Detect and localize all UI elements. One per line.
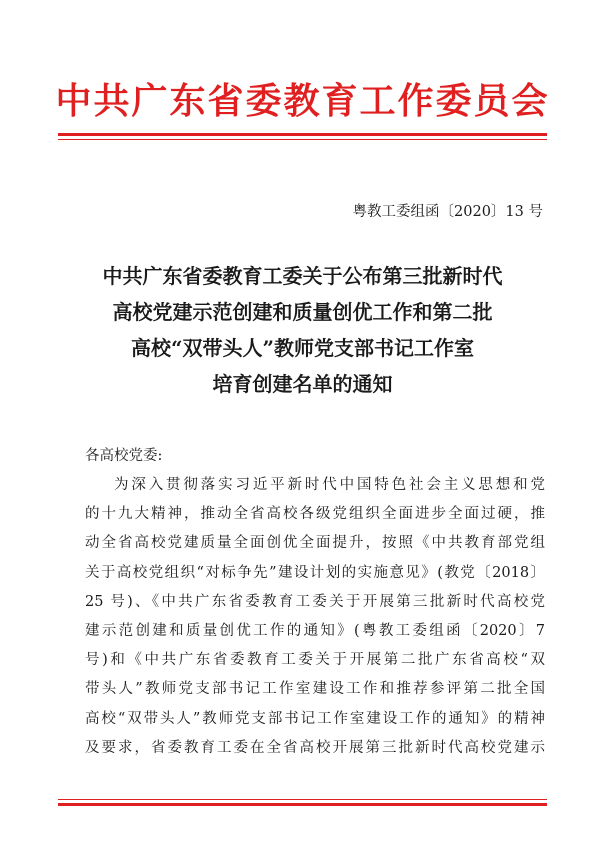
title-line-2: 高校党建示范创建和质量创优工作和第二批 — [112, 300, 493, 324]
body-line: 高校“双带头人”教师党支部书记工作室建设工作的通知》的精神 — [85, 710, 545, 727]
title-line-1: 中共广东省委教育工委关于公布第三批新时代 — [102, 264, 503, 288]
body-paragraph — [85, 471, 545, 763]
body-line: 号)和《中共广东省委教育工委关于开展第二批广东省高校“双 — [85, 652, 545, 669]
body-line: 为深入贯彻落实习近平新时代中国特色社会主义思想和党 — [114, 477, 545, 493]
footer-red-rule-thin — [58, 799, 547, 800]
body-line: 建示范创建和质量创优工作的通知》(粤教工委组函〔2020〕7 — [85, 623, 545, 640]
body-line: 25 号)、《中共广东省委教育工委关于开展第三批新时代高校党 — [85, 593, 545, 610]
title-line-3: 高校“双带头人”教师党支部书记工作室 — [130, 336, 474, 360]
title-line-4: 培育创建名单的通知 — [212, 372, 393, 396]
footer-red-rule-thick — [58, 803, 547, 806]
body-line: 关于高校党组织“对标争先”建设计划的实施意见》(教党〔2018〕 — [85, 564, 545, 581]
body-line: 及要求，省委教育工委在全省高校开展第三批新时代高校党建示 — [85, 739, 545, 756]
document-number: 粤教工委组函〔2020〕13 号 — [352, 204, 543, 220]
body-line: 动全省高校党建质量全面创优全面提升，按照《中共教育部党组 — [85, 535, 545, 552]
header-red-rule-thin — [58, 139, 547, 140]
header-red-rule-thick — [58, 133, 547, 136]
document-title — [0, 258, 605, 402]
body-line: 的十九大精神，推动全省高校各级党组织全面进步全面过硬，推 — [85, 506, 545, 523]
red-header-organization: 中共广东省委教育工作委员会 — [55, 81, 550, 122]
salutation: 各高校党委: — [85, 448, 163, 464]
body-line: 带头人”教师党支部书记工作室建设工作和推荐参评第二批全国 — [85, 681, 545, 698]
